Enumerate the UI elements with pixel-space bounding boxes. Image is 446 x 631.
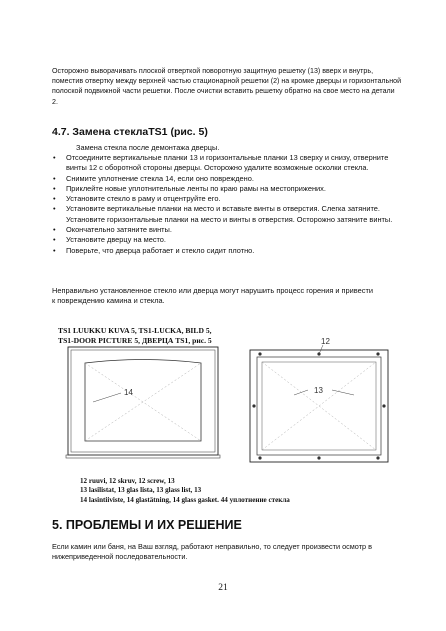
screw-dot — [252, 404, 255, 407]
bullet: • — [53, 245, 56, 255]
legend-line-2: 13 lasilistat, 13 glas lista, 13 glass list, 13 — [80, 486, 202, 495]
screw-dot — [376, 352, 379, 355]
list-item: • Установите стекло в раму и отцентруйте его. — [53, 194, 221, 204]
section-5-heading: 5. ПРОБЛЕМЫ И ИХ РЕШЕНИЕ — [52, 518, 242, 532]
section-5-text: Если камин или баня, на Ваш взгляд, работают неправильно, то следует произвести осмотр в нижеприведенной последовательности. — [52, 542, 373, 562]
leader-line — [294, 390, 308, 395]
door-bottom-edge — [66, 455, 220, 458]
figure-caption-line-2: TS1-DOOR PICTURE 5, ДВЕРЦА TS1, рис. 5 — [58, 336, 212, 345]
warning-line-2: к повреждению камина и стекла. — [52, 296, 165, 306]
screw-dot — [382, 404, 385, 407]
part-label-13: 13 — [314, 386, 323, 395]
bullet: • — [53, 225, 56, 235]
screw-dot — [317, 456, 320, 459]
list-item: • Окончательно затяните винты. — [53, 225, 172, 235]
door-back-drawing — [244, 337, 394, 469]
screw-dot — [258, 352, 261, 355]
part-label-12: 12 — [321, 337, 330, 346]
part-label-14: 14 — [124, 388, 133, 397]
list-item: • Отсоедините вертикальные планки 13 и горизонтальные планки 13 сверху и снизу, отверните винты 12 с оборотной стороны дверцы. Осторожно удалите возможные осколки стекла. — [53, 153, 389, 173]
bullet: • — [53, 183, 56, 193]
section-4-7-lead: Замена стекла после демонтажа дверцы. — [76, 143, 220, 152]
glass-outline — [85, 360, 201, 442]
list-item: • Снимите уплотнение стекла 14, если оно повреждено. — [53, 173, 254, 183]
bullet: • — [53, 153, 56, 162]
screw-dot — [376, 456, 379, 459]
door-front-drawing — [58, 337, 224, 469]
door-outer-frame — [68, 347, 218, 455]
leader-line — [319, 345, 323, 354]
warning-line-1: Неправильно установленное стекло или дверца могут нарушить процесс горения и привести — [52, 286, 373, 295]
legend-line-1: 12 ruuvi, 12 skruv, 12 screw, 13 — [80, 477, 175, 485]
leader-line — [332, 390, 354, 395]
bullet: • — [53, 204, 56, 214]
bullet: • — [53, 194, 56, 204]
bullet: • — [53, 173, 56, 183]
section-4-7-heading: 4.7. Замена стеклаTS1 (рис. 5) — [52, 126, 208, 138]
page-number: 21 — [218, 583, 228, 593]
list-item: • Приклейте новые уплотнительные ленты по краю рамы на местоприжених. — [53, 183, 326, 193]
leader-line — [93, 393, 121, 402]
list-item: • Поверьте, что дверца работает и стекло сидит плотно. — [53, 245, 255, 255]
intro-paragraph: Осторожно выворачивать плоской отверткой поворотную защитную решетку (13) вверх и внутрь, поместив отвертку между верхней частью стационарной решетки (2) на кромке дверцы и горизонтальной полоской подвижной части решетки. После очистки вставить решетку обратно на свое место на детали 2. — [52, 67, 402, 106]
glass-replacement-steps — [52, 153, 404, 256]
bullet: • — [53, 235, 56, 245]
warning-note — [52, 286, 402, 307]
figure-legend — [80, 477, 290, 505]
list-item: • Установите дверцу на место. — [53, 235, 166, 245]
legend-line-3: 14 lasintiiviste, 14 glastätning, 14 glass gasket. 44 уплотнение стекла — [80, 495, 290, 504]
door-inner-frame — [71, 350, 215, 452]
screw-dot — [258, 456, 261, 459]
figure-caption-line-1: TS1 LUUKKU KUVA 5, TS1-LUCKA, BILD 5, — [58, 326, 212, 335]
list-item: • Установите вертикальные планки на место и вставьте винты в отверстия. Слегка затяните. Установите горизонтальные планки на место и винты в отверстия. Осторожно затяните винты. — [53, 204, 393, 224]
